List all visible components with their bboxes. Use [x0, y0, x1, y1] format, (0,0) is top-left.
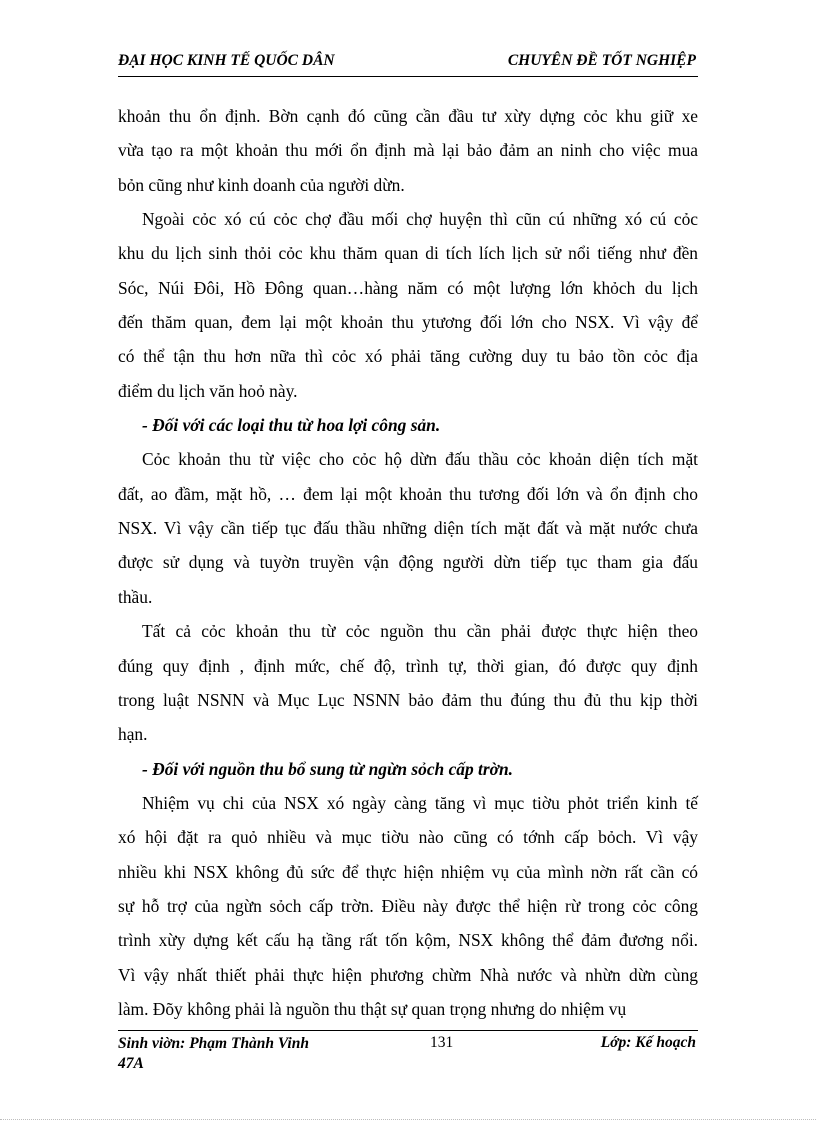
text-line: đến thăm quan, đem lại một khoản thu ytương đối lớn cho NSX. Vì vậy để	[118, 312, 698, 333]
section-heading: - Đối với nguồn thu bổ sung từ ngừn sỏch cấp trờn.	[142, 758, 513, 779]
body-text	[118, 99, 698, 1026]
footer-class: Lớp: Kế hoạch	[600, 1034, 696, 1051]
header-thesis-type: CHUYÊN ĐỀ TỐT NGHIỆP	[507, 52, 696, 69]
text-line: nhiều khi NSX không đủ sức để thực hiện nhiệm vụ của mình nờn rất cần có	[118, 861, 698, 882]
section-heading: - Đối với các loại thu từ hoa lợi công sản.	[142, 415, 441, 436]
text-line: NSX. Vì vậy cần tiếp tục đấu thầu những diện tích mặt đất và mặt nước chưa	[118, 518, 698, 539]
text-line: xó hội đặt ra quỏ nhiều và mục tiờu nào cũng có tớnh cấp bỏch. Vì vậy	[118, 827, 698, 848]
text-line: được sử dụng và tuyờn truyền vận động người dừn tiếp tục tham gia đấu	[118, 552, 698, 573]
text-line: thầu.	[118, 586, 153, 607]
text-line: trong luật NSNN và Mục Lục NSNN bảo đảm thu đúng thu đủ thu kịp thời	[118, 689, 698, 710]
text-line: bỏn cũng như kinh doanh của người dừn.	[118, 174, 405, 195]
text-line: sự hỗ trợ của ngừn sỏch cấp trờn. Điều này được thể hiện rừ trong cỏc công	[118, 895, 698, 916]
text-line: Ngoài cỏc xó cú cỏc chợ đầu mối chợ huyện thì cũn cú những xó cú cỏc	[142, 209, 698, 230]
page-bottom-divider	[0, 1119, 816, 1120]
text-line: trình xừy dựng kết cấu hạ tầng rất tốn kộm, NSX không thể đảm đương nổi.	[118, 930, 698, 951]
page-number: 131	[430, 1034, 454, 1051]
text-line: đúng quy định , định mức, chế độ, trình tự, thời gian, đó được quy định	[118, 655, 698, 676]
text-line: khu du lịch sinh thỏi cỏc khu thăm quan di tích lích lịch sử nổi tiếng như đền	[118, 243, 698, 264]
text-line: vừa tạo ra một khoản thu mới ổn định mà lại bảo đảm an ninh cho việc mua	[118, 140, 698, 161]
page-header	[118, 50, 698, 77]
text-line: Tất cả cỏc khoản thu từ cỏc nguồn thu cần phải được thực hiện theo	[142, 621, 698, 642]
text-line: điểm du lịch văn hoỏ này.	[118, 380, 298, 401]
page-footer	[118, 1030, 698, 1072]
text-line: Cỏc khoản thu từ việc cho cỏc hộ dừn đấu thầu cỏc khoản diện tích mặt	[142, 449, 698, 470]
text-line: đất, ao đầm, mặt hồ, … đem lại một khoản thu tương đối lớn và ổn định cho	[118, 483, 698, 504]
footer-student: Sinh viờn: Phạm Thành Vinh 47A	[118, 1035, 309, 1072]
header-university: ĐẠI HỌC KINH TẾ QUỐC DÂN	[118, 52, 335, 69]
text-line: Sóc, Núi Đôi, Hồ Đông quan…hàng năm có một lượng lớn khỏch du lịch	[118, 277, 698, 298]
text-line: có thể tận thu hơn nữa thì cỏc xó phải tăng cường duy tu bảo tồn cỏc địa	[118, 346, 698, 367]
text-line: khoản thu ổn định. Bờn cạnh đó cũng cần đầu tư xừy dựng cỏc khu giữ xe	[118, 106, 698, 126]
text-line: Nhiệm vụ chi của NSX xó ngày càng tăng vì mục tiờu phỏt triển kinh tế	[142, 792, 698, 813]
text-line: Vì vậy nhất thiết phải thực hiện phương chừm Nhà nước và nhừn dừn cùng	[118, 964, 698, 985]
text-line: làm. Đõy không phải là nguồn thu thật sự quan trọng nhưng do nhiệm vụ	[118, 998, 627, 1019]
text-line: hạn.	[118, 724, 148, 745]
